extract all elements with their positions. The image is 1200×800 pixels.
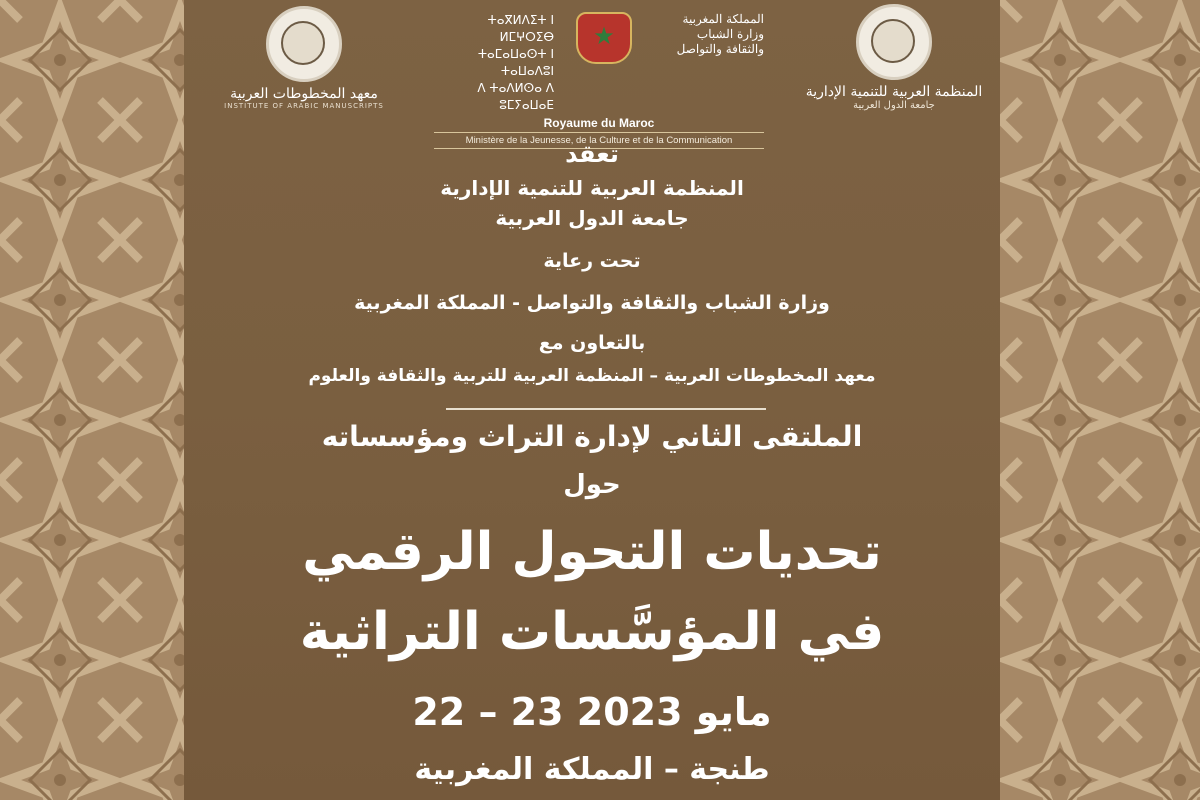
arab-world-map-emblem-icon: [266, 6, 342, 82]
theme-line-2: في المؤسَّسات التراثية: [299, 602, 885, 662]
event-poster: [184, 0, 1000, 800]
arab-admin-development-org-logo: [804, 4, 984, 111]
event-dates: 22 – 23 مايو 2023: [412, 690, 772, 734]
organizer-name: المنظمة العربية للتنمية الإدارية: [440, 176, 744, 200]
ministry-arabic-line: والثقافة والتواصل: [676, 42, 764, 56]
geometric-pattern-left: [0, 0, 184, 800]
divider-line: [446, 408, 766, 410]
league-name: جامعة الدول العربية: [495, 206, 689, 230]
partner-organizations: معهد المخطوطات العربية – المنظمة العربية للتربية والثقافة والعلوم: [308, 366, 876, 386]
ministry-arabic-line: المملكة المغربية: [682, 12, 764, 26]
ministry-arabic-text: [654, 12, 764, 57]
institute-name-english: INSTITUTE OF ARABIC MANUSCRIPTS: [224, 102, 384, 110]
right-pattern-panel: [1000, 0, 1200, 800]
patron-ministry: وزارة الشباب والثقافة والتواصل - المملكة المغربية: [354, 292, 830, 314]
tifinagh-text: [434, 12, 554, 114]
morocco-coat-of-arms-icon: ★: [576, 12, 632, 64]
organizes-heading: تعقد: [565, 140, 619, 168]
event-title: الملتقى الثاني لإدارة التراث ومؤسساته: [321, 420, 863, 453]
geometric-pattern-right: [1000, 0, 1200, 800]
organization-seal-icon: [856, 4, 932, 80]
kingdom-title-french: Royaume du Maroc: [543, 116, 655, 130]
event-location: طنجة – المملكة المغربية: [414, 752, 770, 787]
institute-name-arabic: معهد المخطوطات العربية: [230, 86, 378, 102]
morocco-ministry-logo: [434, 12, 764, 149]
logo-header: [184, 0, 1000, 146]
patronage-label: تحت رعاية: [543, 250, 641, 272]
tifinagh-line: ⵜⴰⵎⴰⵡⴰⵙⵜ ⵏ ⵜⴰⵡⴰⴷⵓⵏ: [477, 47, 554, 78]
left-pattern-panel: [0, 0, 184, 800]
organization-subtitle: جامعة الدول العربية: [853, 100, 935, 111]
tifinagh-line: ⴷ ⵜⴰⴷⵍⵙⴰ ⴷ ⵓⵎⵢⴰⵡⴰⴹ: [477, 81, 554, 112]
organization-name-arabic: المنظمة العربية للتنمية الإدارية: [805, 84, 983, 100]
tifinagh-line: ⵜⴰⴳⵍⴷⵉⵜ ⵏ ⵍⵎⵖⵔⵉⴱ: [487, 13, 554, 44]
about-label: حول: [563, 470, 621, 500]
theme-line-1: تحديات التحول الرقمي: [302, 522, 882, 582]
cooperation-label: بالتعاون مع: [538, 332, 646, 354]
arabic-manuscripts-institute-logo: [224, 6, 384, 110]
ministry-arabic-line: وزارة الشباب: [696, 27, 764, 41]
ministry-title-french: Ministère de la Jeunesse, de la Culture et de la Communication: [434, 132, 764, 149]
